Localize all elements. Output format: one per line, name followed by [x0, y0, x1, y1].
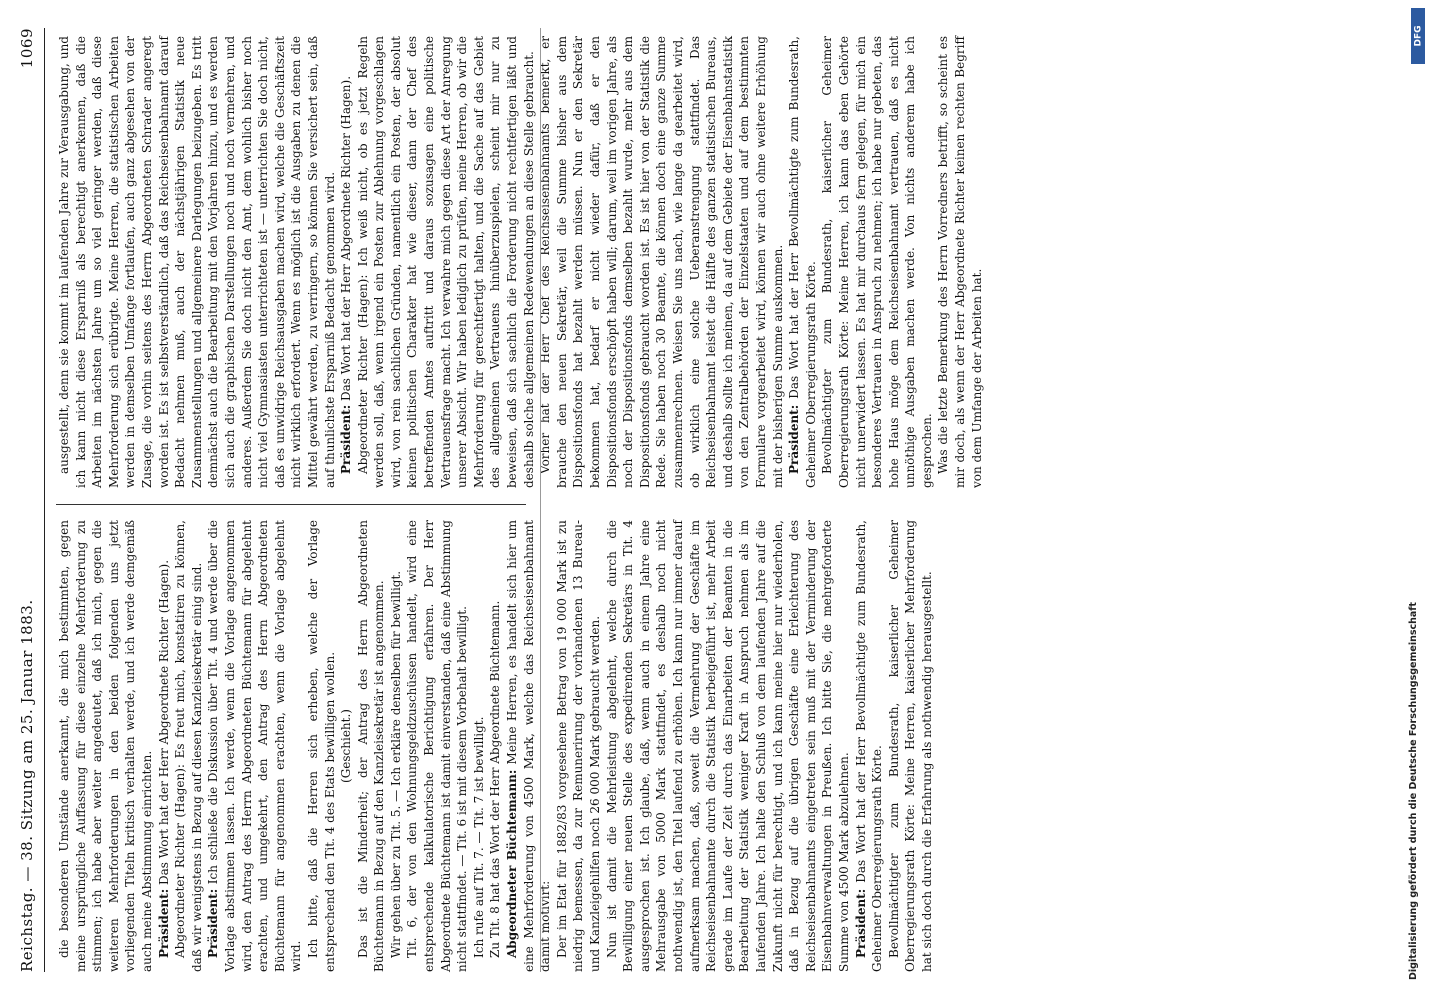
paragraph: [355, 36, 538, 488]
paragraph: [388, 520, 405, 972]
paragraph-text: Vorher hat der Herr Chef des Reichseisenbahnamts bemerkt, er brauche den neuen Sekretär, weil die Summe bisher aus dem Dispositionsfonds hat bezahlt werden müssen. Nun er den Sekretär bekommen hat, bedarf er nicht wieder dafür, daß er den Dispositionsfonds erschöpft haben will; darum, weil im vorigen Jahre, als noch der Dispositionsfonds demselben bezahlt wurde, mehr aus dem Dispositionsfonds gebraucht worden ist. Es ist hier von der Statistik die Rede. Sie haben noch 30 Beamte, die können doch eine ganze Summe zusammenrechnen. Weisen Sie uns nach, wie lange da gearbeitet wird, ob wirklich eine solche Ueberanstrengung stattfindet. Das Reichseisenbahnamt leistet die Hälfte des ganzen statistischen Bureaus, und deshalb sollte ich meinen, da auf dem Gebiete der Eisenbahnstatistik von den Zentralbehörden der Einzelstaaten und auf dem bestimmten Formulare vorgearbeitet wird, können wir auch ohne weitere Erhöhung mit der bisherigen Summe auskommen.: [538, 36, 785, 488]
speaker-label: Präsident:: [339, 404, 354, 474]
paragraph: [56, 36, 338, 488]
page-bottom-rule: [540, 28, 541, 972]
paragraph-text: Das Wort hat der Herr Abgeordnete Richter (Hagen).: [156, 559, 171, 889]
paragraph-text: Abgeordneter Richter (Hagen): Ich weiß nicht, ob es jetzt Regeln werden soll, daß, wenn irgend ein Posten zur Ablehnung vorgeschlagen wird, von rein sachlichen Gründen, namentlich ein Posten, der absolut keinen politischen Charakter hat wie dieser, dann der Chef des betreffenden Amtes auftritt und daraus sozusagen eine politische Vertrauensfrage macht. Ich verwahre mich gegen diese Art der Anregung unserer Absicht. Wir haben lediglich zu prüfen, meine Herren, ob wir die Mehrforderung für gerechtfertigt halten, und die Sache auf das Gebiet des allgemeinen Vertrauens hinüberzuspielen, scheint mir nur zu beweisen, daß sich sachlich die Forderung nicht rechtfertigen läßt und deshalb solche allgemeinen Redewendungen an diese Stelle gebraucht.: [355, 36, 536, 488]
paragraph: [537, 36, 786, 488]
paragraph: [404, 520, 470, 972]
paragraph: [935, 36, 985, 488]
paragraph: [819, 36, 935, 488]
digitization-credit: Digitalisierung gefördert durch die Deutsche Forschungsgemeinschaft: [1408, 602, 1419, 980]
paragraph-text: Tit. 6, der von den Wohnungsgeldzuschüssen handelt, wird eine entsprechende kalkulatorische Berichtigung erfahren. Der Herr Abgeordnete Büchtemann ist damit einverstanden, daß eine Abstimmung nicht stattfindet. — Tit. 6 ist mit diesem Vorbehalt bewilligt.: [405, 520, 470, 972]
paragraph-text: Abgeordneter Richter (Hagen): Es freut mich, konstatiren zu können, daß wir wenigstens in Bezug auf diesen Kanzleisekretär einig sind.: [173, 520, 204, 972]
header-title: Reichstag. — 38. Sitzung am 25. Januar 1883.: [18, 599, 36, 972]
paragraph: [886, 520, 936, 972]
text-column-left: [56, 520, 934, 972]
paragraph-text: (Geschieht.): [339, 709, 354, 783]
paragraph: [604, 520, 853, 972]
paragraph-text: Das Wort hat der Herr Abgeordnete Richter (Hagen).: [339, 75, 354, 405]
paragraph: [205, 520, 305, 972]
speaker-label: Präsident:: [853, 888, 868, 958]
paragraph: [786, 36, 819, 488]
paragraph-text: Das ist die Minderheit; der Antrag des Herrn Abgeordneten Büchtemann in Bezug auf den Kanzleisekretär ist angenommen.: [355, 520, 387, 972]
paragraph-text: Was die letzte Bemerkung des Herrn Vorredners betrifft, so scheint es mir doch, als wenn der Herr Abgeordnete Richter keinen rechten Begriff von dem Umfange der Arbeiten hat.: [936, 36, 984, 488]
paragraph: [172, 520, 205, 972]
paragraph-text: Wir gehen über zu Tit. 5. — Ich erkläre denselben für bewilligt.: [388, 570, 403, 958]
header-rule: [44, 28, 45, 972]
dfg-logo-icon: DFG: [1411, 8, 1425, 64]
paragraph-text: Ich rufe auf Tit. 7. — Tit. 7 ist bewilligt.: [471, 716, 486, 958]
paragraph-text: Zu Tit. 8 hat das Wort der Herr Abgeordnete Büchtemann.: [488, 600, 503, 958]
paragraph: [56, 520, 156, 972]
paragraph: [554, 520, 604, 972]
paragraph: [471, 520, 488, 972]
paragraph-text: die besonderen Umstände anerkannt, die mich bestimmten, gegen meine ursprüngliche Auffassung für diese einzelne Mehrforderung zu stimmen; ich habe aber weiter angedeutet, daß ich mich, gegen die weiteren Mehrforderungen in den beiden folgenden uns jetzt vorliegenden Titeln kritisch verhalten werde, und ich werde demgemäß auch meine Abstimmung einrichten.: [57, 520, 154, 972]
paragraph-text: Bevollmächtigter zum Bundesrath, kaiserlicher Geheimer Oberregierungsrath Körte: Meine Herren, ich kann das eben Gehörte nicht unerwidert lassen. Es hat mir durchaus fern gelegen, für mich ein besonderes Vertrauen in Anspruch zu nehmen; ich habe nur gebeten, das hohe Haus möge dem Reichseisenbahnamt vertrauen, daß es nicht unnöthige Ausgaben machen werde. Von nichts anderem habe ich gesprochen.: [820, 36, 934, 488]
paragraph-text: Nun ist damit die Mehrleistung abgelehnt, welche durch die Bewilligung einer neuen Stelle des expedirenden Sekretärs in Tit. 4 ausgesprochen ist. Ich glaube, daß, wenn auch in einem Jahre eine Mehrausgabe von 5000 Mark stattfindet, es deshalb noch nicht nothwendig ist, den Titel laufend zu erhöhen. Ich kann nur immer darauf aufmerksam machen, daß, soweit die Vermehrung der Geschäfte im Reichseisenbahnamte durch die Statistik herbeigeführt ist, mehr Arbeit gerade im Laufe der Zeit durch das Einarbeiten der Beamten in die Bearbeitung der Statistik weniger Kraft in Anspruch nehmen als im laufenden Jahre. Ich halte den Schluß von dem laufenden Jahre auf die Zukunft nicht für berechtigt, und ich kann meine hier nur wiederholen, daß in Bezug auf die übrigen Geschäfte eine Erleichterung des Reichseisenbahnamts eingetreten sein muß mit der Verminderung der Eisenbahnverwaltungen in Preußen. Ich bitte Sie, die mehrgeforderte Summe von 4500 Mark abzulehnen.: [604, 520, 851, 972]
paragraph: [305, 520, 338, 972]
paragraph: [355, 520, 388, 972]
page-header: [14, 28, 40, 972]
speaker-label: Präsident:: [156, 888, 171, 958]
paragraph-text: Ich schließe die Diskussion über Tit. 4 und werde über die Vorlage abstimmen lassen. Ich werde, wenn die Vorlage angenommen wird, den Antrag des Herrn Abgeordneten Büchtemann für abgelehnt erachten, und umgekehrt, den Antrag des Herrn Abgeordneten Büchtemann für angenommen erachten, wenn die Vorlage abgelehnt wird.: [206, 520, 304, 972]
speaker-label: Abgeordneter Büchtemann:: [505, 769, 520, 958]
paragraph-text: ausgestellt, denn sie kommt im laufenden Jahre zur Verausgabung, und ich kann nicht diese Ersparniß als berechtigt anerkennen, daß die Arbeiten im nächsten Jahre um so viel geringer werden, daß diese Mehrforderung sich erübrigte. Meine Herren, die statistischen Arbeiten werden in demselben Umfange fortlaufen, auch ganz abgesehen von der Zusage, die vorhin seitens des Herrn Abgeordneten Schrader angeregt worden ist. Es ist selbstverständlich, daß das Reichseisenbahnamt darauf Bedacht nehmen muß, auch der nächstjährigen Statistik neue Zusammenstellungen und allgemeinere Darlegungen beizugeben. Es tritt demnächst auch die Bearbeitung mit den Vorjahren hinzu, und es werden sich auch die graphischen Darstellungen noch und noch vermehren, und anderes. Außerdem Sie doch nicht den Amt, dem wohlich bisher noch nicht viel Gymnasiasten unterrichteten ist — unterrichten Sie doch nicht, daß es unwidrige Reichsausgaben machen wird, welche die Geschäftszeit nicht wirklich erfordert. Wenn es möglich ist die Ausgaben zu denen die Mittel gewährt werden, zu verringern, so können Sie versichert sein, daß auf thunlichste Ersparniß Bedacht genommen wird.: [57, 36, 337, 488]
paragraph: [853, 520, 886, 972]
paragraph: [504, 520, 554, 972]
paragraph-text: Ich bitte, daß die Herren sich erheben, welche der Vorlage entsprechend den Tit. 4 des Etats bewilligen wollen.: [305, 520, 337, 972]
paragraph: [338, 36, 355, 488]
paragraph: [487, 520, 504, 972]
paragraph-text: Das Wort hat der Herr Bevollmächtigte zum Bundesrath, Geheimer Oberregierungsrath Körte.: [853, 520, 885, 972]
column-divider: [56, 504, 526, 505]
speaker-label: Präsident:: [206, 888, 221, 958]
paragraph-text: Das Wort hat der Herr Bevollmächtigte zum Bundesrath, Geheimer Oberregierungsrath Körte.: [787, 36, 818, 488]
text-column-right: [56, 36, 984, 488]
speaker-label: Präsident:: [787, 404, 802, 474]
page-number: 1069: [18, 28, 36, 69]
paragraph-text: Bevollmächtigter zum Bundesrath, kaiserlicher Geheimer Oberregierungsrath Körte: Meine Herren, kaiserlicher Mehrforderung hat sich doch durch die Erfahrung als nothwendig herausgestellt.: [886, 520, 934, 972]
paragraph-text: Der im Etat für 1882/83 vorgesehene Betrag von 19 000 Mark ist zu niedrig bemessen, da zur Remunerirung der vorhandenen 13 Bureau- und Kanzleigehilfen noch 26 000 Mark gebraucht werden.: [554, 520, 602, 972]
paragraph: [156, 520, 173, 972]
paragraph-text: Meine Herren, es handelt sich hier um eine Mehrforderung von 4500 Mark, welche das Reichseisenbahnamt damit motivirt:: [505, 520, 553, 972]
paragraph: [338, 520, 355, 972]
